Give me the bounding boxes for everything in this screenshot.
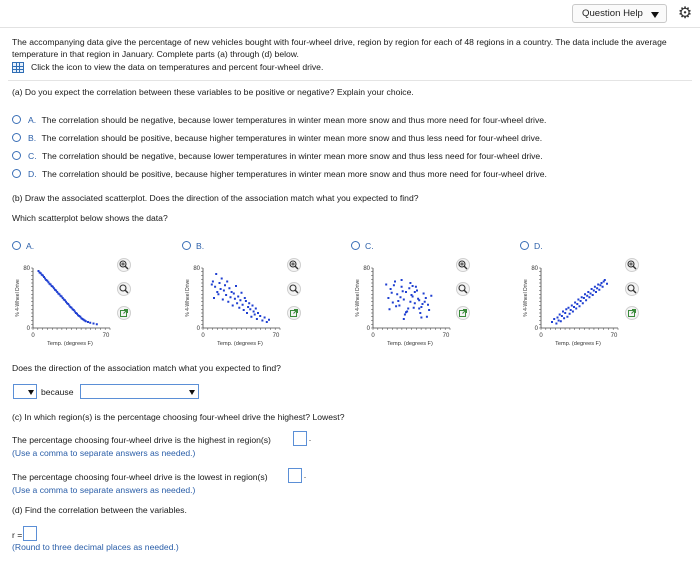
data-link[interactable]: Click the icon to view the data on temperatures and percent four-wheel drive. bbox=[31, 62, 324, 72]
data-point bbox=[595, 291, 597, 293]
data-point bbox=[551, 321, 553, 323]
data-point bbox=[572, 311, 574, 313]
option-text: The correlation should be positive, because higher temperatures in winter mean more snow and thus less need for four-wheel drive. bbox=[41, 133, 543, 143]
data-point bbox=[396, 293, 398, 295]
data-point bbox=[419, 312, 421, 314]
y-tick-label: 80 bbox=[193, 266, 200, 272]
highest-region-input[interactable] bbox=[293, 431, 307, 446]
data-point bbox=[222, 299, 224, 301]
part-b-prompt: (b) Draw the associated scatterplot. Does the direction of the association match what you expected to find? bbox=[12, 193, 419, 203]
data-point bbox=[223, 290, 225, 292]
data-point bbox=[259, 315, 261, 317]
data-point bbox=[422, 303, 424, 305]
y-axis-label: % 4-Wheel Drive bbox=[185, 279, 191, 317]
plot-letter-d: D. bbox=[534, 241, 543, 251]
data-point bbox=[405, 291, 407, 293]
data-point bbox=[425, 297, 427, 299]
data-point bbox=[268, 319, 270, 321]
data-point bbox=[224, 284, 226, 286]
data-point bbox=[573, 306, 575, 308]
data-point bbox=[401, 279, 403, 281]
plot-letter-b: B. bbox=[196, 241, 205, 251]
radio-option-c[interactable] bbox=[12, 151, 21, 160]
data-point bbox=[602, 286, 604, 288]
x-tick-label: 0 bbox=[201, 333, 205, 339]
because-label: because bbox=[41, 387, 74, 397]
data-point bbox=[394, 281, 396, 283]
data-point bbox=[555, 323, 557, 325]
zoom-in-icon[interactable] bbox=[625, 258, 639, 272]
x-tick-label: 0 bbox=[539, 333, 543, 339]
data-point bbox=[236, 302, 238, 304]
data-point bbox=[426, 316, 428, 318]
data-point bbox=[568, 307, 570, 309]
zoom-in-icon[interactable] bbox=[287, 258, 301, 272]
radio-option-a[interactable] bbox=[12, 115, 21, 124]
data-point bbox=[413, 307, 415, 309]
data-point bbox=[89, 322, 91, 324]
data-point bbox=[597, 284, 599, 286]
y-axis-label: % 4-Wheel Drive bbox=[355, 279, 361, 317]
data-point bbox=[228, 287, 230, 289]
data-point bbox=[264, 317, 266, 319]
data-point bbox=[584, 293, 586, 295]
data-point bbox=[93, 323, 95, 325]
zoom-out-icon[interactable] bbox=[287, 282, 301, 296]
data-point bbox=[580, 300, 582, 302]
data-point bbox=[420, 306, 422, 308]
data-point bbox=[586, 295, 588, 297]
x-axis-label: Temp. (degrees F) bbox=[555, 341, 601, 347]
y-tick-label: 0 bbox=[534, 326, 538, 332]
data-point bbox=[234, 298, 236, 300]
data-point bbox=[593, 290, 595, 292]
data-point bbox=[256, 318, 258, 320]
scatterplot-a bbox=[5, 258, 130, 358]
data-point bbox=[216, 291, 218, 293]
period bbox=[309, 440, 311, 441]
data-point bbox=[408, 287, 410, 289]
data-point bbox=[226, 281, 228, 283]
data-point bbox=[233, 293, 235, 295]
data-point bbox=[395, 305, 397, 307]
option-letter: C. bbox=[28, 151, 37, 161]
data-point bbox=[583, 297, 585, 299]
data-point bbox=[244, 297, 246, 299]
data-point bbox=[553, 318, 555, 320]
data-point bbox=[403, 318, 405, 320]
data-point bbox=[232, 305, 234, 307]
data-point bbox=[392, 302, 394, 304]
y-tick-label: 80 bbox=[531, 266, 538, 272]
data-point bbox=[397, 300, 399, 302]
data-point bbox=[606, 283, 608, 285]
data-point bbox=[564, 312, 566, 314]
x-tick-label: 70 bbox=[610, 333, 618, 339]
data-point bbox=[407, 308, 409, 310]
lowest-region-input[interactable] bbox=[288, 468, 302, 483]
open-external-icon[interactable] bbox=[287, 306, 301, 320]
scatterplot-b bbox=[175, 258, 300, 358]
zoom-in-icon[interactable] bbox=[117, 258, 131, 272]
data-point bbox=[423, 293, 425, 295]
x-axis-label: Temp. (degrees F) bbox=[387, 341, 433, 347]
option-text: The correlation should be positive, because higher temperatures in winter mean more snow and thus more need for four-wheel drive. bbox=[41, 169, 547, 179]
data-point bbox=[414, 302, 416, 304]
data-point bbox=[412, 285, 414, 287]
data-point bbox=[219, 282, 221, 284]
question-help-label: Question Help bbox=[582, 8, 643, 19]
y-tick-label: 0 bbox=[366, 326, 370, 332]
y-tick-label: 0 bbox=[196, 326, 200, 332]
correlation-hint: (Round to three decimal places as needed.) bbox=[12, 542, 179, 552]
zoom-out-icon[interactable] bbox=[625, 282, 639, 296]
data-point bbox=[398, 305, 400, 307]
data-point bbox=[581, 296, 583, 298]
data-table-icon[interactable] bbox=[12, 62, 24, 73]
data-point bbox=[387, 297, 389, 299]
question-help-dropdown[interactable] bbox=[572, 4, 667, 23]
data-point bbox=[249, 308, 251, 310]
data-point bbox=[591, 288, 593, 290]
data-point bbox=[418, 308, 420, 310]
open-external-icon[interactable] bbox=[625, 306, 639, 320]
data-point bbox=[214, 286, 216, 288]
data-point bbox=[227, 301, 229, 303]
data-point bbox=[405, 311, 407, 313]
data-point bbox=[427, 304, 429, 306]
x-tick-label: 70 bbox=[272, 333, 280, 339]
divider bbox=[8, 80, 692, 81]
data-point bbox=[221, 278, 223, 280]
data-point bbox=[561, 315, 563, 317]
data-point bbox=[237, 296, 239, 298]
data-point bbox=[562, 311, 564, 313]
period bbox=[304, 477, 306, 478]
data-point bbox=[590, 293, 592, 295]
data-point bbox=[390, 288, 392, 290]
radio-option-d[interactable] bbox=[12, 169, 21, 178]
data-point bbox=[596, 287, 598, 289]
data-point bbox=[563, 317, 565, 319]
data-point bbox=[245, 300, 247, 302]
data-point bbox=[587, 291, 589, 293]
question-intro: The accompanying data give the percentage of new vehicles bought with four-wheel drive, region by region for each of 48 regions in a country. The data include the average temperature in that region in January. Complete parts (a) through (d) below. bbox=[12, 37, 667, 59]
data-point bbox=[250, 316, 252, 318]
data-point bbox=[414, 291, 416, 293]
data-point bbox=[230, 296, 232, 298]
highest-hint: (Use a comma to separate answers as needed.) bbox=[12, 448, 196, 458]
data-point bbox=[385, 284, 387, 286]
data-point bbox=[404, 314, 406, 316]
part-b-question: Which scatterplot below shows the data? bbox=[12, 213, 168, 223]
y-tick-label: 80 bbox=[23, 266, 30, 272]
data-point bbox=[400, 296, 402, 298]
zoom-in-icon[interactable] bbox=[456, 258, 470, 272]
data-point bbox=[266, 321, 268, 323]
x-axis-label: Temp. (degrees F) bbox=[47, 341, 93, 347]
data-point bbox=[598, 289, 600, 291]
data-point bbox=[254, 314, 256, 316]
scatterplot-d bbox=[513, 258, 638, 358]
data-point bbox=[211, 284, 213, 286]
option-letter: A. bbox=[28, 115, 37, 125]
data-point bbox=[243, 309, 245, 311]
part-a-prompt: (a) Do you expect the correlation between these variables to be positive or negative? Explain your choice. bbox=[12, 87, 414, 97]
plot-letter-a: A. bbox=[26, 241, 35, 251]
data-point bbox=[566, 316, 568, 318]
data-point bbox=[411, 294, 413, 296]
data-point bbox=[241, 292, 243, 294]
data-point bbox=[571, 305, 573, 307]
data-point bbox=[592, 294, 594, 296]
chevron-down-icon bbox=[651, 12, 659, 18]
data-point bbox=[87, 321, 89, 323]
open-external-icon[interactable] bbox=[117, 306, 131, 320]
data-point bbox=[558, 320, 560, 322]
data-point bbox=[225, 294, 227, 296]
data-point bbox=[428, 309, 430, 311]
data-point bbox=[231, 291, 233, 293]
data-point bbox=[242, 304, 244, 306]
data-point bbox=[604, 279, 606, 281]
data-point bbox=[430, 295, 432, 297]
data-point bbox=[212, 281, 214, 283]
data-point bbox=[579, 305, 581, 307]
radio-option-b[interactable] bbox=[12, 133, 21, 142]
gear-icon[interactable]: ⚙ bbox=[677, 5, 693, 22]
radio-plot-a[interactable] bbox=[12, 241, 21, 250]
correlation-input[interactable] bbox=[23, 526, 37, 541]
x-tick-label: 70 bbox=[442, 333, 450, 339]
data-point bbox=[574, 302, 576, 304]
x-tick-label: 70 bbox=[102, 333, 110, 339]
data-point bbox=[569, 313, 571, 315]
data-point bbox=[577, 299, 579, 301]
data-point bbox=[401, 286, 403, 288]
data-point bbox=[247, 306, 249, 308]
data-point bbox=[557, 317, 559, 319]
x-tick-label: 0 bbox=[31, 333, 35, 339]
data-point bbox=[96, 323, 98, 325]
chevron-down-icon bbox=[189, 390, 195, 395]
x-tick-label: 0 bbox=[371, 333, 375, 339]
divider bbox=[0, 27, 700, 28]
data-point bbox=[417, 298, 419, 300]
lowest-text: The percentage choosing four-wheel drive is the lowest in region(s) bbox=[12, 472, 268, 482]
data-point bbox=[588, 296, 590, 298]
data-point bbox=[246, 312, 248, 314]
data-point bbox=[238, 307, 240, 309]
data-point bbox=[409, 301, 411, 303]
y-tick-label: 0 bbox=[26, 326, 30, 332]
data-point bbox=[409, 282, 411, 284]
data-point bbox=[253, 311, 255, 313]
data-point bbox=[393, 284, 395, 286]
data-point bbox=[424, 301, 426, 303]
data-point bbox=[257, 312, 259, 314]
data-point bbox=[391, 292, 393, 294]
data-point bbox=[415, 286, 417, 288]
plot-letter-c: C. bbox=[365, 241, 374, 251]
data-point bbox=[235, 285, 237, 287]
data-point bbox=[559, 314, 561, 316]
reason-dropdown[interactable] bbox=[80, 384, 199, 399]
data-point bbox=[261, 320, 263, 322]
part-d-prompt: (d) Find the correlation between the variables. bbox=[12, 505, 187, 515]
zoom-out-icon[interactable] bbox=[117, 282, 131, 296]
data-point bbox=[576, 303, 578, 305]
data-point bbox=[239, 299, 241, 301]
data-point bbox=[389, 308, 391, 310]
data-point bbox=[565, 308, 567, 310]
data-point bbox=[582, 302, 584, 304]
scatterplot-c bbox=[345, 258, 470, 358]
data-point bbox=[601, 282, 603, 284]
y-axis-label: % 4-Wheel Drive bbox=[15, 279, 21, 317]
highest-text: The percentage choosing four-wheel drive is the highest in region(s) bbox=[12, 435, 271, 445]
part-b-followup: Does the direction of the association match what you expected to find? bbox=[12, 363, 281, 373]
data-point bbox=[217, 293, 219, 295]
data-point bbox=[220, 288, 222, 290]
open-external-icon[interactable] bbox=[456, 306, 470, 320]
data-point bbox=[215, 273, 217, 275]
data-point bbox=[255, 308, 257, 310]
data-point bbox=[585, 299, 587, 301]
y-tick-label: 80 bbox=[363, 266, 370, 272]
part-c-prompt: (c) In which region(s) is the percentage choosing four-wheel drive the highest? Lowest? bbox=[12, 412, 345, 422]
option-letter: D. bbox=[28, 169, 37, 179]
data-point bbox=[599, 284, 601, 286]
option-text: The correlation should be negative, because lower temperatures in winter mean more snow and thus less need for four-wheel drive. bbox=[41, 151, 543, 161]
data-point bbox=[560, 320, 562, 322]
data-point bbox=[213, 297, 215, 299]
data-point bbox=[594, 286, 596, 288]
data-point bbox=[575, 308, 577, 310]
radio-plot-c[interactable] bbox=[351, 241, 360, 250]
data-point bbox=[85, 320, 87, 322]
r-label: r = bbox=[12, 530, 23, 540]
yes-no-dropdown[interactable] bbox=[13, 384, 37, 399]
data-point bbox=[248, 302, 250, 304]
data-point bbox=[252, 305, 254, 307]
zoom-out-icon[interactable] bbox=[456, 282, 470, 296]
option-text: The correlation should be negative, because lower temperatures in winter mean more snow and thus more need for four-wheel drive. bbox=[41, 115, 547, 125]
chevron-down-icon bbox=[28, 390, 34, 395]
data-point bbox=[416, 290, 418, 292]
data-point bbox=[420, 317, 422, 319]
radio-plot-b[interactable] bbox=[182, 241, 191, 250]
x-axis-label: Temp. (degrees F) bbox=[217, 341, 263, 347]
data-point bbox=[402, 290, 404, 292]
data-point bbox=[403, 299, 405, 301]
lowest-hint: (Use a comma to separate answers as needed.) bbox=[12, 485, 196, 495]
radio-plot-d[interactable] bbox=[520, 241, 529, 250]
data-point bbox=[570, 309, 572, 311]
y-axis-label: % 4-Wheel Drive bbox=[523, 279, 529, 317]
option-letter: B. bbox=[28, 133, 37, 143]
